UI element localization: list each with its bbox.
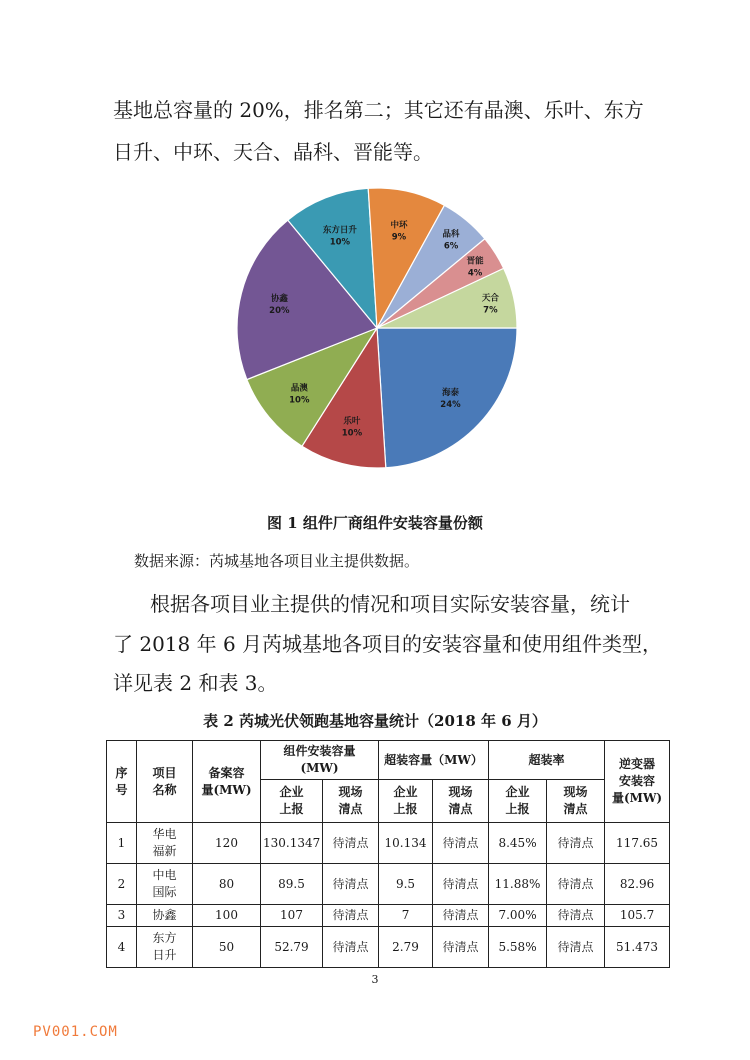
body-line-3: 详见表 2 和表 3。 [113,671,278,695]
table-caption: 表 2 芮城光伏领跑基地容量统计（2018 年 6 月） [203,712,547,730]
cell-name: 中电 国际 [137,864,193,905]
cell-over-counted: 待清点 [433,927,489,968]
slice-percent: 7% [483,305,498,316]
cell-over-counted: 待清点 [433,823,489,864]
data-source-note: 数据来源：芮城基地各项目业主提供数据。 [134,552,420,570]
cell-module-counted: 待清点 [323,823,379,864]
pie-slices [237,188,517,468]
cell-over-counted: 待清点 [433,905,489,927]
page-number: 3 [371,973,379,986]
slice-percent: 4% [467,268,483,279]
cell-filing: 120 [193,823,261,864]
slice-percent: 9% [391,232,407,243]
cell-rate-reported: 11.88% [489,864,547,905]
slice-label: 晋能 [466,256,484,267]
header-over-reported: 企业 上报 [379,780,433,823]
cell-inverter: 117.65 [605,823,670,864]
cell-over-reported: 10.134 [379,823,433,864]
table-row [107,927,670,968]
body-line-1: 根据各项目业主提供的情况和项目实际安装容量，统计 [150,592,630,616]
cell-seq: 1 [107,823,137,864]
slice-label: 天合 [481,293,499,304]
cell-module-reported: 89.5 [261,864,323,905]
cell-over-reported: 9.5 [379,864,433,905]
cell-over-reported: 7 [379,905,433,927]
header-over-counted: 现场 清点 [433,780,489,823]
pie-chart [205,186,550,486]
cell-module-reported: 52.79 [261,927,323,968]
intro-line-1: 基地总容量的 20%，排名第二；其它还有晶澳、乐叶、东方 [113,98,644,122]
cell-rate-counted: 待清点 [547,927,605,968]
cell-inverter: 82.96 [605,864,670,905]
header-rate-counted: 现场 清点 [547,780,605,823]
cell-seq: 3 [107,905,137,927]
cell-seq: 4 [107,927,137,968]
cell-name: 协鑫 [137,905,193,927]
cell-rate-reported: 8.45% [489,823,547,864]
cell-name: 华电 福新 [137,823,193,864]
header-name: 项目 名称 [137,741,193,823]
header-over-capacity: 超装容量（MW） [379,741,489,780]
slice-percent: 20% [269,305,290,316]
slice-label: 协鑫 [270,293,288,304]
table-row [107,864,670,905]
slice-percent: 6% [443,241,459,252]
cell-filing: 100 [193,905,261,927]
cell-inverter: 51.473 [605,927,670,968]
slice-label: 乐叶 [343,416,361,427]
slice-label: 海泰 [441,388,459,399]
slice-label: 晶科 [442,229,460,240]
header-seq: 序 号 [107,741,137,823]
cell-inverter: 105.7 [605,905,670,927]
cell-module-counted: 待清点 [323,905,379,927]
watermark: PV001.COM [33,1024,118,1040]
cell-rate-counted: 待清点 [547,905,605,927]
cell-module-counted: 待清点 [323,927,379,968]
slice-percent: 10% [289,395,310,406]
cell-module-counted: 待清点 [323,864,379,905]
cell-over-reported: 2.79 [379,927,433,968]
header-filing-capacity: 备案容 量(MW) [193,741,261,823]
cell-rate-counted: 待清点 [547,823,605,864]
header-inverter-capacity: 逆变器 安装容 量(MW) [605,741,670,823]
capacity-table [106,740,670,968]
header-module-counted: 现场 清点 [323,780,379,823]
slice-percent: 10% [329,237,351,248]
cell-module-reported: 130.1347 [261,823,323,864]
cell-rate-counted: 待清点 [547,864,605,905]
cell-module-reported: 107 [261,905,323,927]
slice-label: 东方日升 [322,225,357,236]
figure-caption: 图 1 组件厂商组件安装容量份额 [267,514,483,532]
table-row [107,905,670,927]
cell-seq: 2 [107,864,137,905]
slice-label: 晶澳 [290,383,308,394]
cell-filing: 50 [193,927,261,968]
header-rate-reported: 企业 上报 [489,780,547,823]
cell-filing: 80 [193,864,261,905]
cell-rate-reported: 5.58% [489,927,547,968]
table-row [107,823,670,864]
header-module-reported: 企业 上报 [261,780,323,823]
intro-line-2: 日升、中环、天合、晶科、晋能等。 [113,140,433,164]
cell-name: 东方 日升 [137,927,193,968]
header-over-rate: 超装率 [489,741,605,780]
slice-percent: 10% [341,428,363,439]
cell-rate-reported: 7.00% [489,905,547,927]
body-line-2: 了 2018 年 6 月芮城基地各项目的安装容量和使用组件类型， [113,632,663,656]
slice-percent: 24% [440,400,461,411]
slice-label: 中环 [390,220,408,231]
table-header [107,741,670,823]
cell-over-counted: 待清点 [433,864,489,905]
header-module-capacity: 组件安装容量 (MW) [261,741,379,780]
